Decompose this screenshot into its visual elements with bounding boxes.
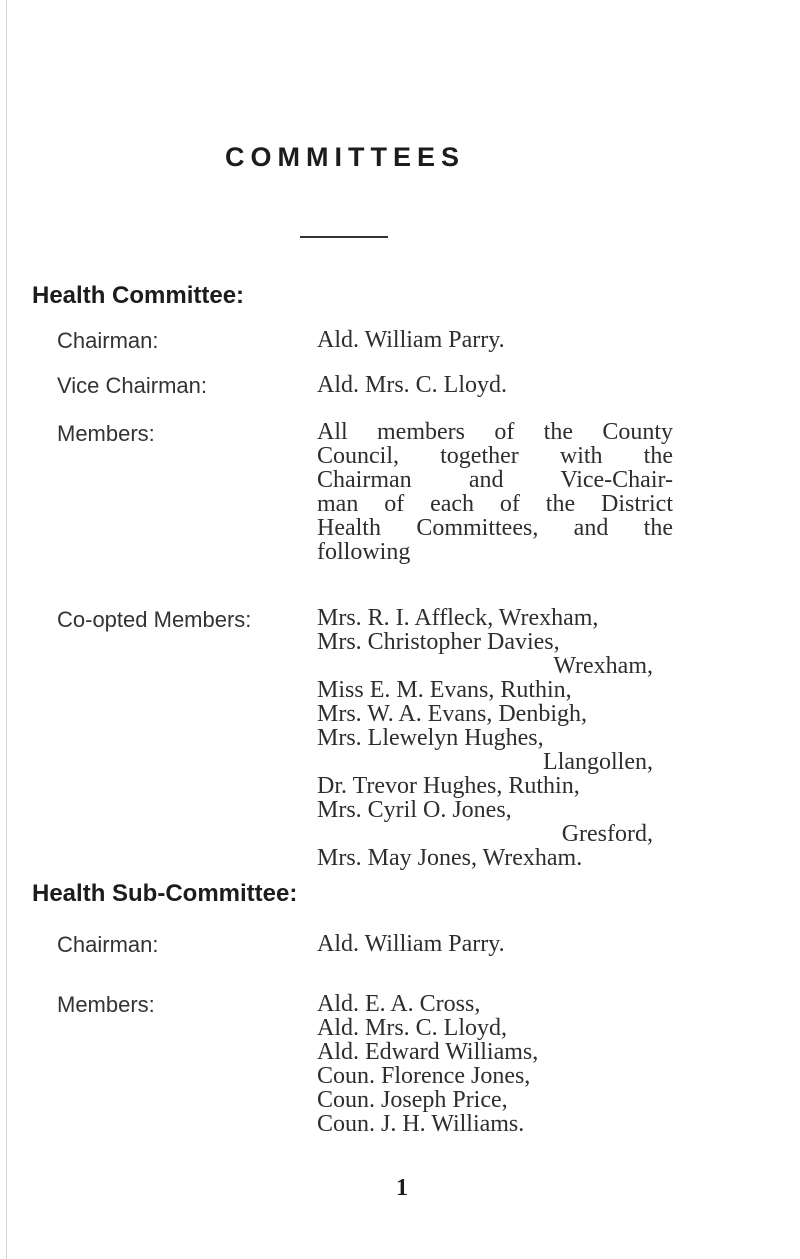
hsc-chairman-value	[317, 932, 697, 956]
hc-members-label: Members:	[57, 421, 155, 446]
hc-coopted-list	[317, 606, 697, 870]
hc-chairman-value	[317, 328, 697, 352]
hc-vice-chairman-name: Ald. Mrs. C. Lloyd.	[317, 372, 508, 398]
coopted-member: Mrs. May Jones, Wrexham.	[317, 845, 583, 871]
page-edge	[0, 0, 7, 1259]
coopted-member: Dr. Trevor Hughes, Ruthin,	[317, 773, 580, 799]
sub-committee-member: Ald. E. A. Cross,	[317, 991, 481, 1017]
hsc-members-list	[317, 992, 697, 1136]
hc-vice-chairman-label: Vice Chairman:	[57, 373, 207, 398]
coopted-member-town: Wrexham,	[553, 653, 653, 679]
hsc-chairman-name: Ald. William Parry.	[317, 931, 505, 957]
hc-members-line: All members of the County	[317, 419, 673, 445]
coopted-member-town: Gresford,	[561, 821, 653, 847]
hc-members-line: Health Committees, and the	[317, 515, 673, 541]
hc-members-line: following	[317, 539, 411, 565]
hc-vice-chairman-value	[317, 373, 697, 397]
hsc-members-label: Members:	[57, 992, 155, 1017]
coopted-member: Mrs. Llewelyn Hughes,	[317, 725, 544, 751]
hc-members-line: man of each of the District	[317, 491, 673, 517]
hc-chairman-name: Ald. William Parry.	[317, 327, 505, 353]
hc-members-line: Chairman and Vice-Chair-	[317, 467, 673, 493]
hsc-chairman-label: Chairman:	[57, 932, 159, 957]
coopted-member: Mrs. Christopher Davies,	[317, 629, 560, 655]
coopted-member: Mrs. R. I. Affleck, Wrexham,	[317, 605, 599, 631]
coopted-member: Miss E. M. Evans, Ruthin,	[317, 677, 572, 703]
health-sub-committee-heading: Health Sub-Committee:	[32, 880, 298, 907]
hc-coopted-label: Co-opted Members:	[57, 607, 252, 632]
page-title: COMMITTEES	[225, 142, 465, 172]
hc-chairman-label: Chairman:	[57, 328, 159, 353]
hc-members-line: Council, together with the	[317, 443, 673, 469]
sub-committee-member: Ald. Edward Williams,	[317, 1039, 539, 1065]
coopted-member-town: Llangollen,	[543, 749, 653, 775]
title-rule	[300, 236, 388, 238]
sub-committee-member: Coun. J. H. Williams.	[317, 1111, 525, 1137]
sub-committee-member: Coun. Joseph Price,	[317, 1087, 508, 1113]
hc-members-text	[317, 420, 697, 564]
sub-committee-member: Ald. Mrs. C. Lloyd,	[317, 1015, 508, 1041]
coopted-member: Mrs. W. A. Evans, Denbigh,	[317, 701, 587, 727]
coopted-member: Mrs. Cyril O. Jones,	[317, 797, 512, 823]
health-committee-heading: Health Committee:	[32, 282, 245, 309]
page-number: 1	[396, 1175, 408, 1201]
sub-committee-member: Coun. Florence Jones,	[317, 1063, 531, 1089]
